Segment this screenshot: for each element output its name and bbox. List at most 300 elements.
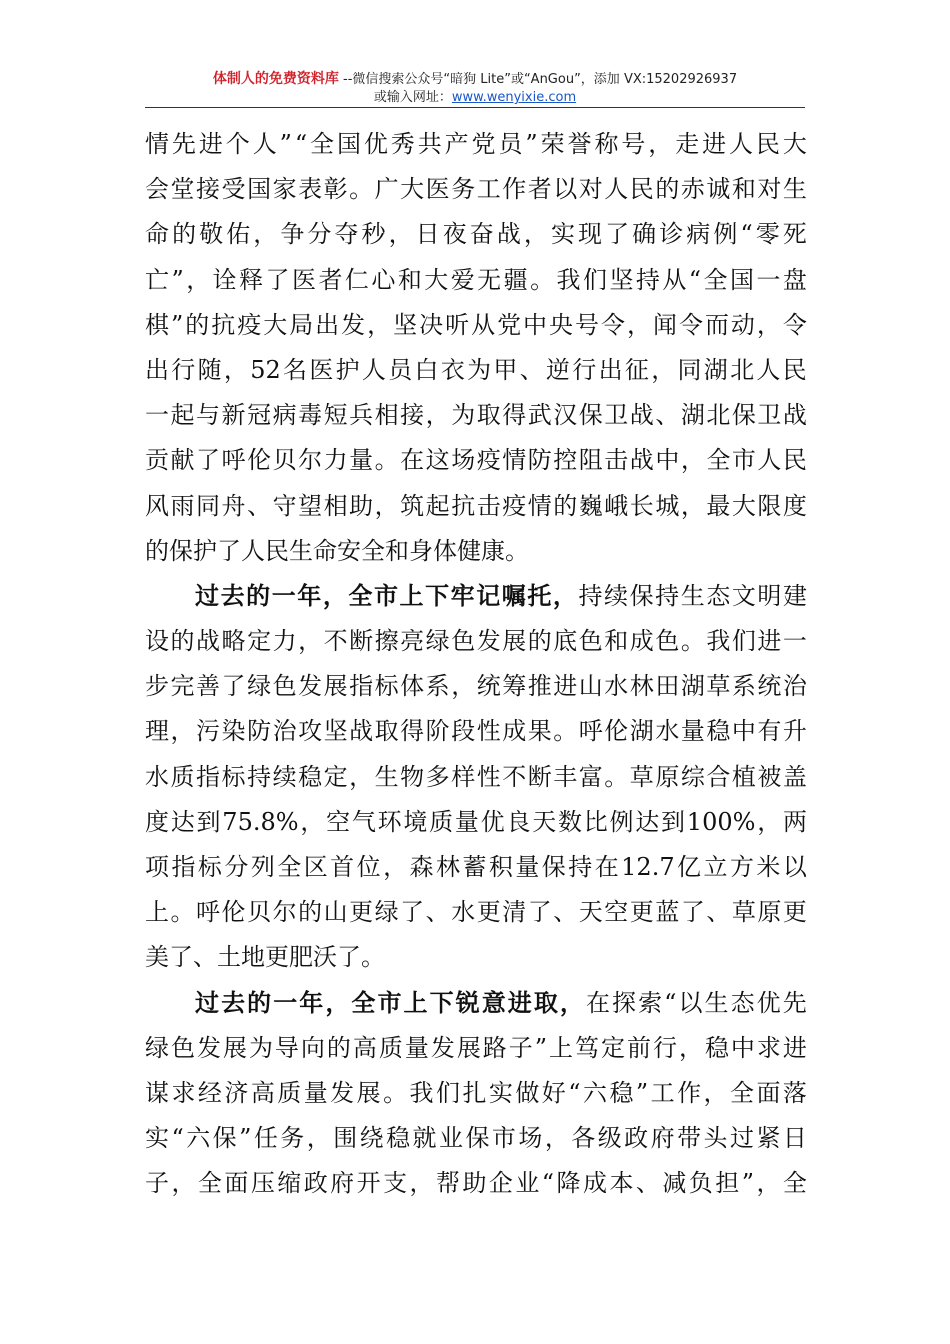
body-char: 全 xyxy=(197,1169,222,1198)
body-char: 战 xyxy=(629,401,654,430)
body-char: 续 xyxy=(272,762,297,791)
body-char: 被 xyxy=(757,762,782,791)
body-char: 量 xyxy=(454,807,479,836)
body-char: 。 xyxy=(374,446,399,475)
body-char: 阶 xyxy=(425,717,450,746)
body-char: 我 xyxy=(706,627,731,656)
body-char: 战 xyxy=(782,401,807,430)
body-char: 肥 xyxy=(289,943,313,972)
body-char: 一 xyxy=(145,401,169,430)
body-char: 色 xyxy=(451,627,476,656)
body-char: 成 xyxy=(629,627,654,656)
body-char: 、 xyxy=(193,943,217,972)
text-line xyxy=(145,800,807,845)
body-char: 得 xyxy=(400,717,425,746)
body-char: 森 xyxy=(409,853,434,881)
lead-char: 过 xyxy=(195,988,219,1017)
body-char: 、 xyxy=(655,401,680,430)
body-char: 成 xyxy=(582,1169,607,1198)
body-char: 长 xyxy=(629,491,654,520)
body-char: 蓝 xyxy=(655,898,680,927)
body-char: 断 xyxy=(527,762,552,791)
body-char: 境 xyxy=(403,807,428,836)
body-char: 全 xyxy=(782,1169,807,1198)
body-char: 位 xyxy=(356,853,381,881)
body-char: 沃 xyxy=(313,943,337,972)
lead-char: ， xyxy=(322,581,347,610)
body-char: 高 xyxy=(352,1033,377,1062)
body-char: 作 xyxy=(677,1078,702,1107)
body-char: 持 xyxy=(578,581,603,610)
body-char: 治 xyxy=(272,717,297,746)
body-char: 理 xyxy=(145,717,169,746)
body-char: 业 xyxy=(515,1169,540,1198)
body-char: ， xyxy=(409,1169,434,1198)
body-char: 面 xyxy=(756,1078,781,1107)
body-char: 降 xyxy=(556,1169,581,1198)
body-char: 度 xyxy=(145,807,169,836)
body-char: 康 xyxy=(481,536,505,565)
body-char: 日 xyxy=(415,220,440,249)
body-char: 标 xyxy=(221,762,246,791)
body-char: 围 xyxy=(333,1124,358,1153)
body-char: 了 xyxy=(217,536,241,565)
body-char: 帮 xyxy=(435,1169,460,1198)
header-note: --微信搜索公众号“暗狗 Lite”或“AnGou”，添加 VX:15202926937 xyxy=(338,72,738,87)
body-char: 前 xyxy=(626,1033,651,1062)
body-char: 起 xyxy=(425,491,450,520)
body-char: 击 xyxy=(476,491,501,520)
body-char: 尔 xyxy=(272,898,297,927)
body-char: 新 xyxy=(221,401,246,430)
body-char: 夺 xyxy=(334,220,359,249)
body-char: 量 xyxy=(349,446,374,475)
body-char: 落 xyxy=(782,1078,807,1107)
header-line-1 xyxy=(145,70,805,89)
body-char: 闻 xyxy=(652,310,677,339)
body-char: 推 xyxy=(527,672,552,701)
lead-char: 全 xyxy=(351,988,376,1017)
body-char: 伦 xyxy=(247,446,272,475)
body-char: 蓄 xyxy=(462,853,487,881)
body-char: 望 xyxy=(298,491,323,520)
body-char: 合 xyxy=(706,762,731,791)
body-char: 的 xyxy=(145,536,169,565)
body-char: 市 xyxy=(491,1124,516,1153)
body-char: 们 xyxy=(731,627,756,656)
body-char: 接 xyxy=(400,401,425,430)
body-char: 量 xyxy=(680,717,705,746)
body-char: 负 xyxy=(688,1169,713,1198)
body-char: 发 xyxy=(298,672,323,701)
body-char: 向 xyxy=(300,1033,325,1062)
body-char: 限 xyxy=(757,491,782,520)
body-char: 笃 xyxy=(575,1033,600,1062)
body-char: 优 xyxy=(363,130,388,158)
body-char: 、 xyxy=(706,898,731,927)
body-char: 展 xyxy=(323,672,348,701)
body-char: ” xyxy=(525,130,538,158)
lead-char: 去 xyxy=(220,581,245,610)
body-char: 堂 xyxy=(170,175,195,204)
body-char: ， xyxy=(253,220,278,249)
lead-char: 一 xyxy=(271,581,296,610)
body-char: 的 xyxy=(655,175,680,204)
body-char: 战 xyxy=(629,446,654,475)
body-char: 原 xyxy=(655,762,680,791)
body-char: 彰 xyxy=(323,175,348,204)
body-char: 发 xyxy=(330,1078,355,1107)
body-char: ， xyxy=(626,310,651,339)
body-char: 续 xyxy=(604,581,628,610)
body-char: 谋 xyxy=(145,1078,169,1107)
body-char: 富 xyxy=(578,762,603,791)
body-char: 盖 xyxy=(782,762,807,791)
body-char: 征 xyxy=(624,355,649,384)
body-char: 员 xyxy=(498,130,523,158)
body-char: 数 xyxy=(557,807,582,836)
body-char: ， xyxy=(680,491,705,520)
document-header xyxy=(145,70,805,107)
body-char: 综 xyxy=(680,762,705,791)
body-char: 防 xyxy=(247,717,272,746)
body-char: 了 xyxy=(337,943,361,972)
body-char: 个 xyxy=(225,130,250,158)
body-char: 民 xyxy=(755,130,780,158)
body-char: 仁 xyxy=(344,265,369,294)
text-line xyxy=(145,303,807,348)
text-line xyxy=(145,981,807,1026)
body-char: 导 xyxy=(274,1033,299,1062)
body-char: 出 xyxy=(315,310,340,339)
body-char: 定 xyxy=(601,1033,625,1062)
body-char: 名 xyxy=(283,355,308,384)
body-char: 一 xyxy=(756,265,781,294)
body-char: 任 xyxy=(253,1124,278,1153)
body-char: 逆 xyxy=(546,355,570,384)
body-char: 性 xyxy=(476,717,501,746)
body-char: 优 xyxy=(756,988,781,1017)
body-char: 衣 xyxy=(440,355,465,384)
body-char: 标 xyxy=(197,853,222,881)
body-char: ， xyxy=(451,672,476,701)
body-char: 、 xyxy=(425,898,450,927)
body-char: 而 xyxy=(704,310,729,339)
body-char: 府 xyxy=(330,1169,355,1198)
body-char: 舟 xyxy=(221,491,246,520)
body-char: 更 xyxy=(782,898,807,927)
body-char: 以 xyxy=(553,175,578,204)
text-line xyxy=(145,1026,807,1071)
body-char: 实 xyxy=(550,220,575,249)
body-char: 赤 xyxy=(680,175,705,204)
body-char: 命 xyxy=(313,536,337,565)
body-char: 相 xyxy=(374,401,399,430)
body-char: 丰 xyxy=(553,762,578,791)
body-char: ， xyxy=(544,1124,569,1153)
body-char: 亮 xyxy=(400,627,425,656)
body-char: 在 xyxy=(594,853,619,881)
body-char: 令 xyxy=(601,310,625,339)
body-char: 了 xyxy=(527,898,552,927)
body-char: 的 xyxy=(553,491,578,520)
header-brand: 体制人的免费资料库 xyxy=(212,71,339,87)
body-char: 绿 xyxy=(425,627,450,656)
body-char: 一 xyxy=(782,627,807,656)
body-char: 湖 xyxy=(680,401,705,430)
body-char: 党 xyxy=(471,130,496,158)
body-char: 湖 xyxy=(680,672,705,701)
lead-char: 上 xyxy=(403,988,428,1017)
body-char: 田 xyxy=(655,672,680,701)
lead-char: 意 xyxy=(481,988,506,1017)
body-char: 指 xyxy=(349,672,374,701)
body-char: 抗 xyxy=(211,310,236,339)
body-char: 52 xyxy=(250,355,281,384)
body-char: 染 xyxy=(221,717,246,746)
body-char: 日 xyxy=(782,1124,807,1153)
body-char: 。 xyxy=(170,898,195,927)
body-char: 保 xyxy=(465,1124,490,1153)
body-char: 控 xyxy=(553,446,578,475)
body-char: 善 xyxy=(196,672,221,701)
body-char: 积 xyxy=(488,853,513,881)
body-char: 接 xyxy=(196,175,221,204)
body-char: 土 xyxy=(217,943,241,972)
body-char: 务 xyxy=(451,175,476,204)
body-char: 城 xyxy=(655,491,680,520)
body-char: 探 xyxy=(612,988,636,1017)
body-char: 从 xyxy=(471,310,496,339)
body-char: 绿 xyxy=(145,1033,169,1062)
lead-char: 的 xyxy=(247,988,272,1017)
body-char: 比 xyxy=(583,807,608,836)
body-char: 好 xyxy=(541,1078,566,1107)
body-char: 力 xyxy=(323,446,348,475)
body-char: 亡 xyxy=(145,265,169,294)
body-char: 例 xyxy=(609,807,634,836)
body-char: 们 xyxy=(582,265,607,294)
body-char: 天 xyxy=(532,807,557,836)
body-char: 更 xyxy=(265,943,289,972)
lead-char: ， xyxy=(559,988,584,1017)
body-char: 的 xyxy=(527,627,552,656)
body-char: 夜 xyxy=(442,220,467,249)
body-char: 优 xyxy=(480,807,505,836)
body-char: 为 xyxy=(467,355,492,384)
body-char: 擦 xyxy=(374,627,399,656)
body-char: 的 xyxy=(170,627,195,656)
body-char: 例 xyxy=(713,220,738,249)
body-char: 带 xyxy=(677,1124,702,1153)
body-char: 命 xyxy=(145,220,169,249)
body-char: 表 xyxy=(298,175,323,204)
body-char: 就 xyxy=(412,1124,437,1153)
body-char: 稳 xyxy=(706,717,731,746)
body-char: 尔 xyxy=(298,446,323,475)
body-char: 体 xyxy=(433,536,457,565)
text-line xyxy=(145,755,807,800)
body-char: 系 xyxy=(731,672,756,701)
body-char: 在 xyxy=(585,988,610,1017)
body-char: 压 xyxy=(250,1169,275,1198)
body-char: 展 xyxy=(502,627,527,656)
body-char: 12.7 xyxy=(621,853,675,881)
body-char: 国 xyxy=(729,265,754,294)
text-line xyxy=(145,393,807,438)
body-char: 民 xyxy=(782,446,807,475)
body-char: 绿 xyxy=(374,898,399,927)
body-char: 草 xyxy=(731,898,756,927)
body-char: ， xyxy=(757,807,782,836)
body-char: 环 xyxy=(377,807,402,836)
body-char: 上 xyxy=(145,898,169,927)
body-char: 量 xyxy=(515,853,540,881)
body-char: 75.8% xyxy=(222,807,299,836)
body-char: 行 xyxy=(652,1033,677,1062)
body-char: 卫 xyxy=(757,401,782,430)
body-char: 安 xyxy=(337,536,361,565)
body-char: ， xyxy=(756,310,781,339)
body-char: 了 xyxy=(265,265,290,294)
body-char: 贡 xyxy=(145,446,169,475)
text-line xyxy=(145,709,807,754)
body-char: 到 xyxy=(661,807,686,836)
body-char: “ xyxy=(740,220,753,249)
body-char: 持 xyxy=(568,853,593,881)
body-char: 色 xyxy=(170,1033,195,1062)
body-char: 场 xyxy=(518,1124,543,1153)
body-char: 更 xyxy=(629,898,654,927)
body-char: “ xyxy=(568,1078,581,1107)
text-line xyxy=(145,122,807,167)
body-char: 的 xyxy=(298,898,323,927)
body-char: 者 xyxy=(527,175,552,204)
body-char: 央 xyxy=(549,310,574,339)
body-char: 。 xyxy=(604,762,629,791)
body-char: 者 xyxy=(318,265,343,294)
body-char: 攻 xyxy=(298,717,323,746)
body-char: 水 xyxy=(655,717,680,746)
body-char: 经 xyxy=(197,1078,222,1107)
body-char: 稳 xyxy=(609,1078,634,1107)
body-char: 坚 xyxy=(323,717,348,746)
body-char: 国 xyxy=(336,130,361,158)
body-char: 子 xyxy=(508,1033,533,1062)
body-char: 良 xyxy=(506,807,531,836)
body-char: 党 xyxy=(497,310,522,339)
body-char: 秒 xyxy=(361,220,386,249)
body-char: 这 xyxy=(425,446,450,475)
body-char: 量 xyxy=(404,1033,429,1062)
text-line xyxy=(145,890,807,935)
body-char: 头 xyxy=(703,1124,728,1153)
body-char: 伦 xyxy=(221,898,246,927)
body-char: ” xyxy=(279,130,292,158)
body-char: 中 xyxy=(731,717,756,746)
body-char: 人 xyxy=(756,355,781,384)
header-url-link[interactable]: www.wenyixie.com xyxy=(451,90,577,105)
body-char: 做 xyxy=(515,1078,540,1107)
body-char: 进 xyxy=(198,130,223,158)
body-char: 健 xyxy=(457,536,481,565)
body-char: 进 xyxy=(782,1033,807,1062)
body-char: 先 xyxy=(171,130,196,158)
text-line xyxy=(145,1116,807,1161)
body-char: 起 xyxy=(170,401,195,430)
body-char: 发 xyxy=(341,310,366,339)
body-char: 持 xyxy=(247,762,272,791)
body-char: 誉 xyxy=(567,130,592,158)
text-line xyxy=(145,845,807,890)
body-char: 指 xyxy=(171,853,196,881)
body-char: 府 xyxy=(650,1124,675,1153)
body-char: 治 xyxy=(782,672,807,701)
body-char: 保 xyxy=(212,1124,237,1153)
body-char: 政 xyxy=(303,1169,328,1198)
body-char: 共 xyxy=(417,130,442,158)
body-char: 子 xyxy=(145,1169,169,1198)
body-char: 成 xyxy=(502,717,527,746)
body-char: 在 xyxy=(400,446,425,475)
body-char: ， xyxy=(680,446,705,475)
body-char: 草 xyxy=(629,762,654,791)
body-char: 持 xyxy=(635,265,660,294)
body-char: 企 xyxy=(488,1169,513,1198)
body-char: 们 xyxy=(435,1078,460,1107)
body-char: 荣 xyxy=(540,130,565,158)
body-char: 决 xyxy=(419,310,444,339)
body-char: 各 xyxy=(571,1124,596,1153)
body-char: 病 xyxy=(686,220,711,249)
body-char: ， xyxy=(651,355,676,384)
text-line xyxy=(145,167,807,212)
body-char: 号 xyxy=(621,130,646,158)
body-char: ， xyxy=(383,853,408,881)
body-char: 人 xyxy=(757,446,782,475)
body-char: 守 xyxy=(272,491,297,520)
body-char: 。 xyxy=(553,717,578,746)
body-char: 筑 xyxy=(400,491,425,520)
body-char: 度 xyxy=(782,491,807,520)
body-char: ， xyxy=(703,1078,728,1107)
text-line xyxy=(145,438,807,483)
body-char: 分 xyxy=(307,220,332,249)
body-char: 出 xyxy=(145,355,169,384)
body-char: 号 xyxy=(575,310,600,339)
body-char: 绿 xyxy=(247,672,272,701)
body-char: ， xyxy=(170,717,195,746)
body-char: 设 xyxy=(145,627,169,656)
body-char: 发 xyxy=(430,1033,455,1062)
body-char: 广 xyxy=(374,175,399,204)
body-char: 与 xyxy=(196,401,221,430)
body-char: 更 xyxy=(476,898,501,927)
text-line xyxy=(145,212,807,257)
body-char: 助 xyxy=(462,1169,487,1198)
lead-char: 锐 xyxy=(455,988,480,1017)
body-char: 方 xyxy=(729,853,754,881)
body-char: 兵 xyxy=(349,401,374,430)
body-char: 断 xyxy=(349,627,374,656)
body-char: 走 xyxy=(675,130,700,158)
body-char: 生 xyxy=(782,175,807,204)
body-char: 水 xyxy=(451,898,476,927)
lead-char: 去 xyxy=(221,988,246,1017)
body-char: 两 xyxy=(782,807,807,836)
body-char: 北 xyxy=(706,401,731,430)
body-char: 奋 xyxy=(469,220,494,249)
